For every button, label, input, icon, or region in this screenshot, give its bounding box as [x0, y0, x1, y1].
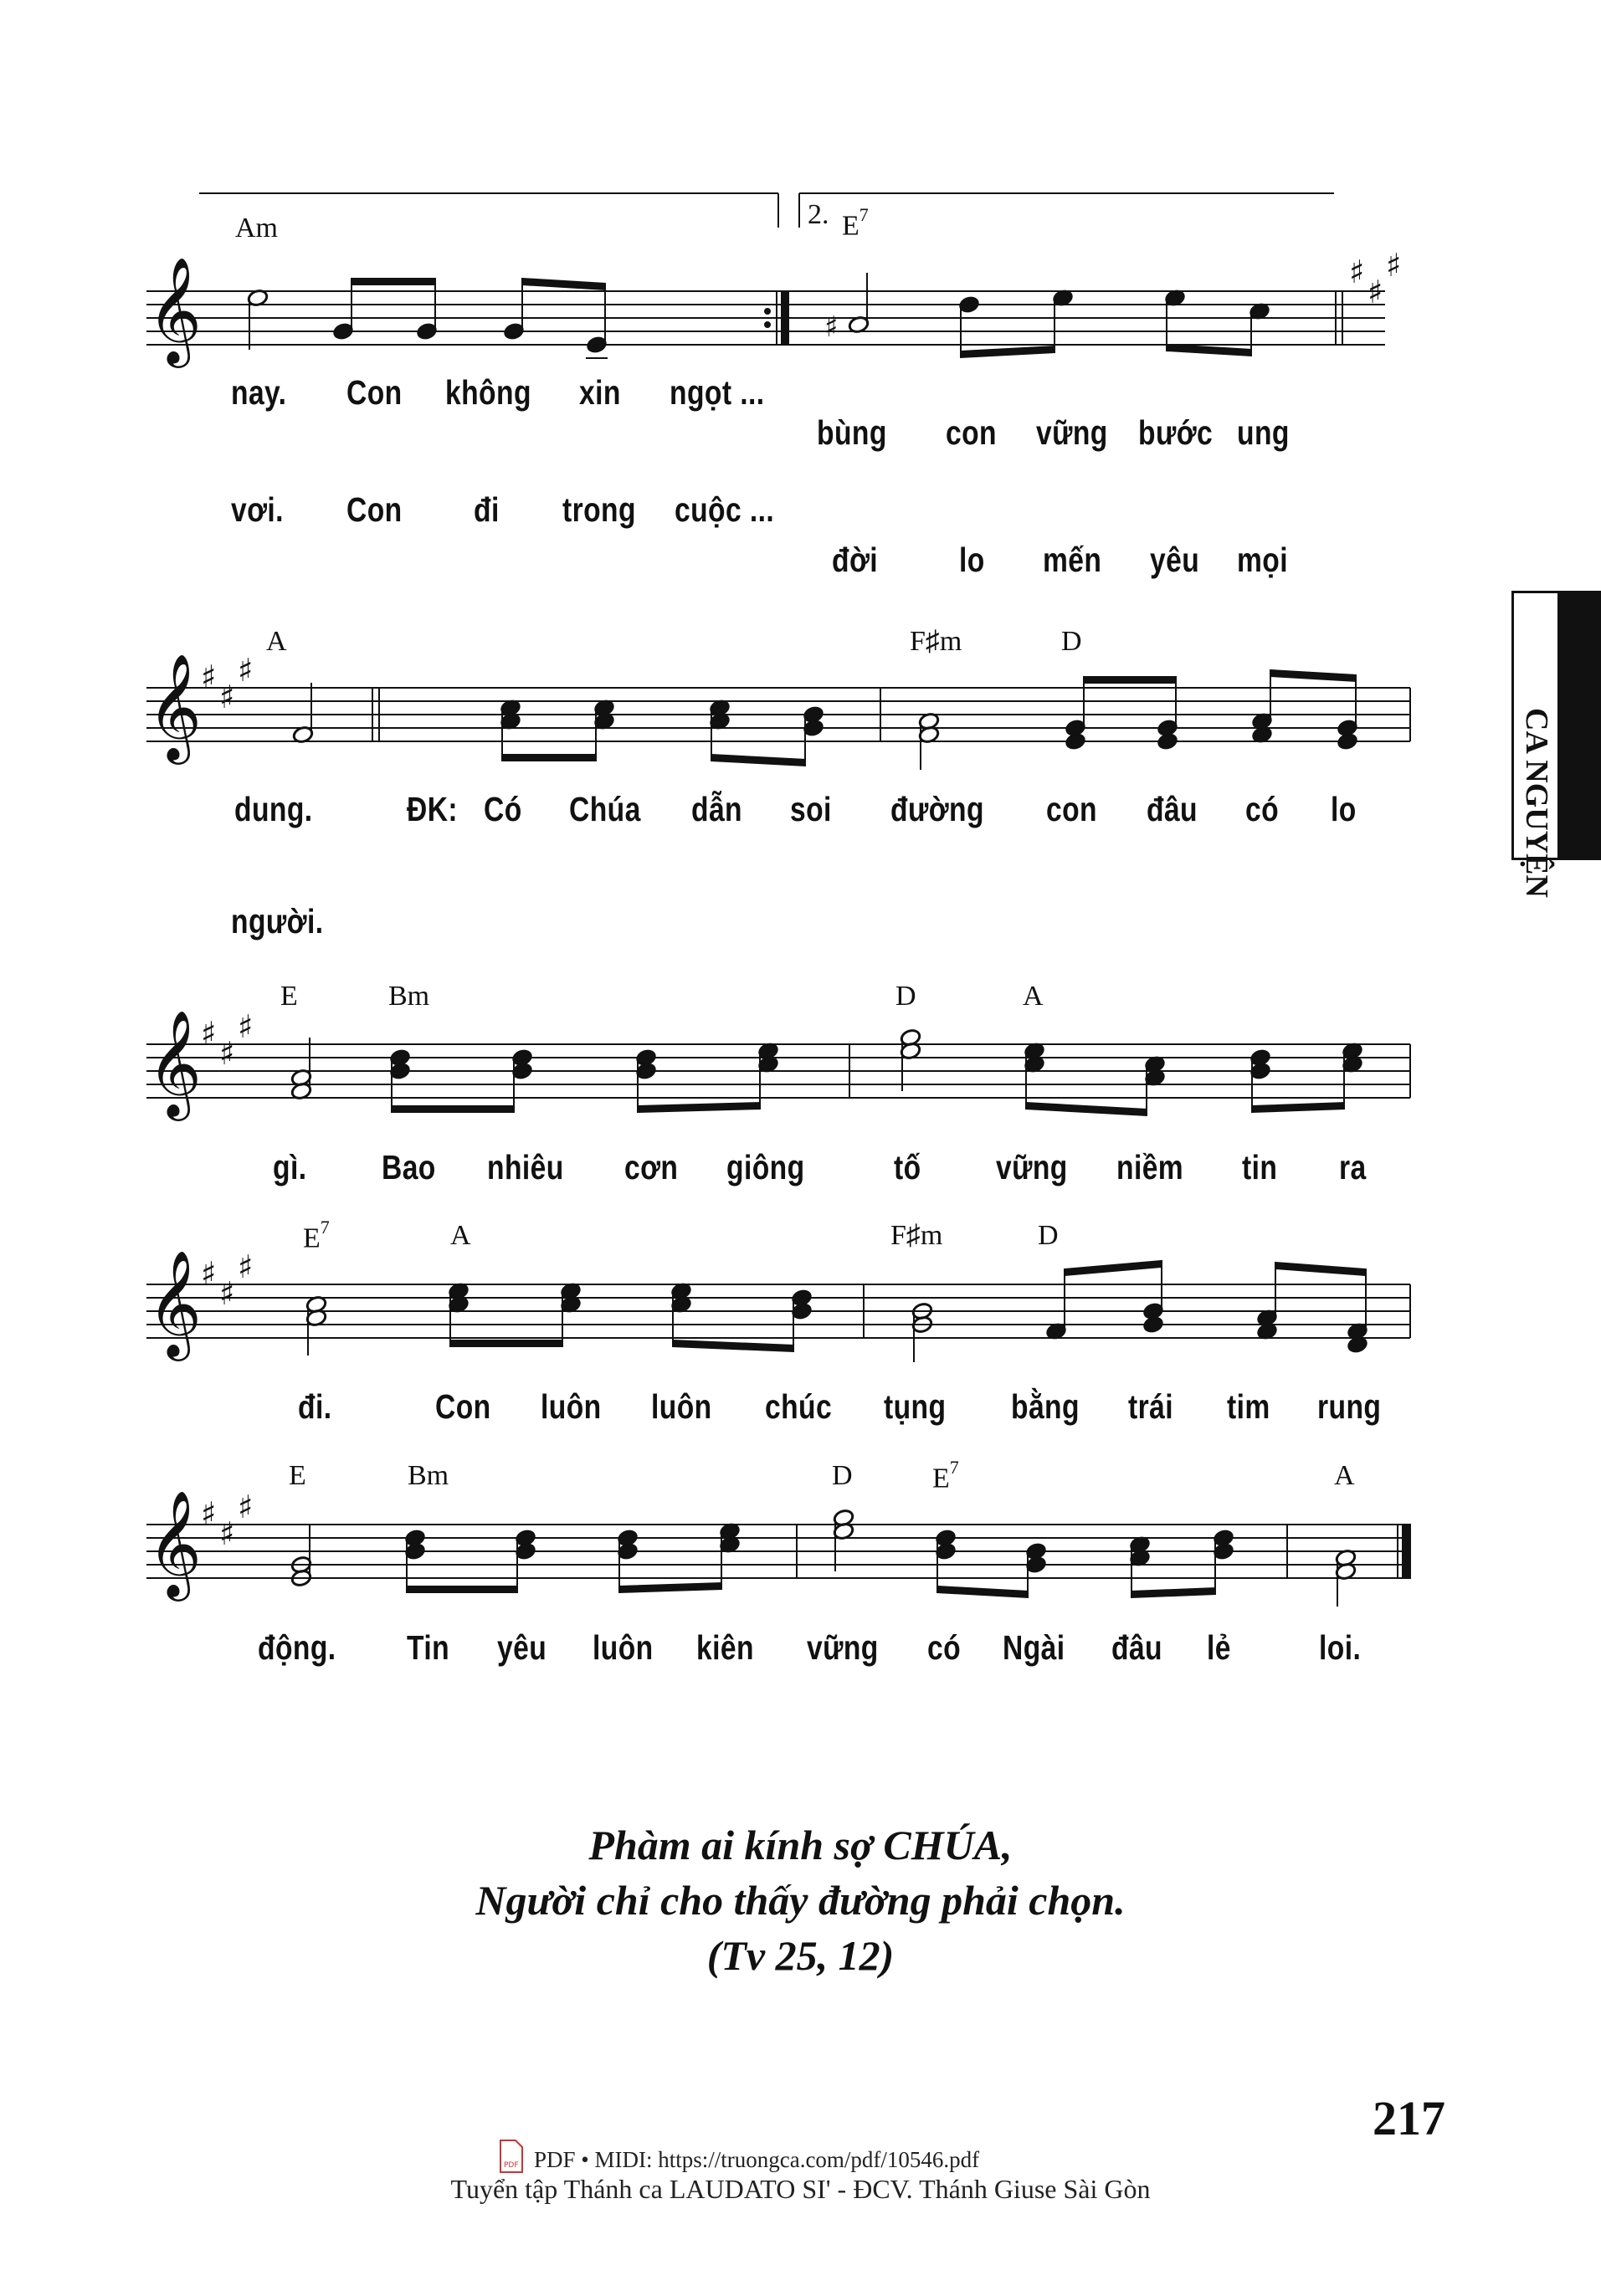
svg-text:♯: ♯: [1349, 254, 1365, 290]
chord-label: A: [1023, 981, 1044, 1012]
lyric-syllable: rung: [1317, 1387, 1382, 1426]
lyric-syllable: Chúa: [569, 790, 641, 828]
lyric-syllable: chúc: [765, 1387, 833, 1426]
lyric-syllable: đâu: [1147, 790, 1198, 828]
chord-label: F♯m: [910, 626, 962, 657]
svg-text:♯: ♯: [219, 1515, 235, 1552]
section-tab: [1511, 591, 1601, 860]
lyric-syllable: Ngài: [1003, 1628, 1065, 1667]
chord-label: Bm: [388, 981, 430, 1012]
lyric-syllable: mến: [1043, 541, 1102, 579]
svg-text:𝄞: 𝄞: [147, 1009, 203, 1116]
svg-text:𝄞: 𝄞: [147, 1489, 203, 1596]
chord-label: $E^7$: [842, 204, 869, 242]
svg-text:♯: ♯: [238, 1489, 254, 1525]
lyric-syllable: ung: [1237, 413, 1290, 452]
lyric-syllable: kiên: [696, 1628, 754, 1667]
lyric-syllable: Con: [435, 1387, 491, 1426]
chord-label: A: [450, 1220, 471, 1251]
lyric-syllable: yêu: [1150, 541, 1200, 579]
chord-label: E: [280, 981, 298, 1012]
volta-label: 2.: [808, 199, 829, 230]
lyric-syllable: nhiêu: [487, 1148, 564, 1186]
svg-text:𝄞: 𝄞: [147, 256, 203, 363]
svg-text:♯: ♯: [201, 1495, 217, 1532]
lyric-syllable: bước: [1138, 413, 1214, 452]
chord-label: E: [289, 1460, 306, 1491]
lyric-syllable: giông: [726, 1148, 805, 1186]
svg-text:♯: ♯: [219, 1035, 235, 1072]
lyric-syllable: đâu: [1111, 1628, 1163, 1667]
lyric-syllable: đi: [474, 490, 500, 529]
svg-text:♯: ♯: [201, 1255, 217, 1292]
pdf-icon: [499, 2139, 524, 2174]
lyric-syllable: vững: [807, 1628, 879, 1667]
svg-text:♯: ♯: [201, 1015, 217, 1052]
section-tab-label: [1520, 708, 1553, 741]
lyric-syllable: luôn: [593, 1628, 654, 1667]
chord-label: A: [266, 626, 287, 657]
lyric-syllable: Tin: [407, 1628, 450, 1667]
lyric-syllable: Con: [346, 373, 403, 412]
page-number: 217: [1373, 2091, 1445, 2145]
lyric-syllable: gì.: [273, 1148, 307, 1186]
lyric-syllable: bằng: [1011, 1387, 1080, 1426]
lyric-syllable: đời: [832, 541, 879, 579]
svg-text:𝄞: 𝄞: [147, 653, 203, 760]
lyric-syllable: xin: [579, 373, 621, 412]
chord-label: $E^7$: [932, 1457, 959, 1494]
chord-label: A: [1334, 1460, 1355, 1491]
lyric-syllable: bùng: [817, 413, 887, 452]
lyric-syllable: tụng: [884, 1387, 947, 1426]
pdf-midi-link[interactable]: PDF • MIDI: https://truongca.com/pdf/10546.pdf: [534, 2147, 980, 2172]
book-title-footer: Tuyển tập Thánh ca LAUDATO SI' - ĐCV. Thánh Giuse Sài Gòn: [450, 2174, 1151, 2204]
lyric-syllable: niềm: [1116, 1148, 1184, 1186]
svg-text:♯: ♯: [238, 1248, 254, 1285]
lyric-syllable: trái: [1128, 1387, 1173, 1426]
lyric-syllable: cuộc ...: [675, 490, 775, 529]
lyric-syllable: có: [1245, 790, 1280, 828]
lyric-syllable: Bao: [382, 1148, 436, 1186]
lyric-syllable: soi: [790, 790, 832, 828]
quote-reference: (Tv 25, 12): [706, 1932, 895, 1979]
lyric-syllable: lẻ: [1207, 1628, 1231, 1667]
lyric-syllable: con: [946, 413, 998, 452]
chord-label: D: [1061, 626, 1082, 657]
lyric-syllable: ĐK:: [407, 790, 458, 828]
chord-label: Am: [235, 213, 278, 243]
lyric-syllable: dung.: [234, 790, 313, 828]
lyric-syllable: đường: [890, 790, 984, 828]
lyric-syllable: tố: [894, 1148, 921, 1186]
lyric-syllable: không: [445, 373, 531, 412]
svg-text:♯: ♯: [201, 659, 217, 695]
lyric-syllable: vơi.: [231, 490, 284, 529]
lyric-syllable: con: [1046, 790, 1098, 828]
lyric-syllable: dẫn: [691, 790, 743, 828]
lyric-syllable: Có: [484, 790, 522, 828]
treble-clef-icon: [147, 256, 202, 1602]
lyric-syllable: nay.: [231, 373, 287, 412]
chord-label: D: [832, 1460, 853, 1491]
svg-text:♯: ♯: [824, 310, 839, 344]
svg-text:♯: ♯: [1386, 247, 1402, 284]
svg-text:♯: ♯: [219, 679, 235, 715]
lyric-syllable: người.: [231, 902, 324, 940]
chord-label: D: [895, 981, 916, 1012]
lyric-syllable: cơn: [624, 1148, 679, 1186]
svg-text:PDF: PDF: [504, 2161, 519, 2170]
lyric-syllable: động.: [258, 1628, 336, 1667]
lyric-syllable: vững: [996, 1148, 1068, 1186]
lyric-syllable: lo: [1331, 790, 1357, 828]
lyric-syllable: trong: [562, 490, 636, 529]
quote-line-1: Phàm ai kính sợ CHÚA,: [588, 1822, 1013, 1868]
lyric-syllable: luôn: [651, 1387, 712, 1426]
chord-label: F♯m: [890, 1220, 943, 1251]
quote-line-2: Người chỉ cho thấy đường phải chọn.: [475, 1877, 1126, 1924]
lyric-syllable: tin: [1242, 1148, 1278, 1186]
lyric-syllable: vững: [1036, 413, 1108, 452]
lyric-syllable: luôn: [541, 1387, 602, 1426]
lyric-syllable: tim: [1227, 1387, 1270, 1426]
lyric-syllable: mọi: [1237, 541, 1289, 579]
lyric-syllable: Con: [346, 490, 403, 529]
svg-text:♯: ♯: [238, 1008, 254, 1045]
chord-label: D: [1038, 1220, 1059, 1251]
chord-label: $E^7$: [303, 1217, 330, 1254]
svg-text:♯: ♯: [238, 652, 254, 689]
lyric-syllable: ngọt ...: [670, 373, 765, 412]
svg-text:♯: ♯: [1368, 274, 1383, 310]
lyric-syllable: ra: [1339, 1148, 1367, 1186]
svg-text:𝄞: 𝄞: [147, 1249, 203, 1356]
chord-label: Bm: [408, 1460, 449, 1491]
lyric-syllable: yêu: [497, 1628, 547, 1667]
lyric-syllable: lo: [959, 541, 985, 579]
lyric-syllable: có: [927, 1628, 962, 1667]
svg-text:♯: ♯: [219, 1275, 235, 1312]
lyric-syllable: đi.: [298, 1387, 332, 1426]
lyric-syllable: loi.: [1319, 1628, 1362, 1667]
